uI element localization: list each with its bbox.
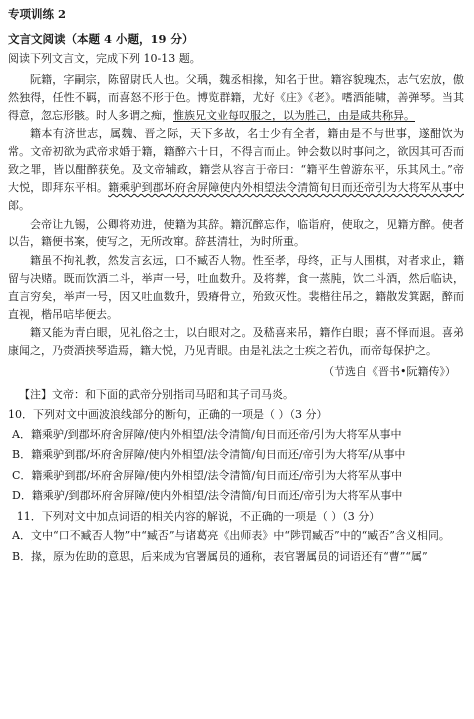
passage-paragraph-3 — [8, 216, 464, 252]
wavy-underlined-sentence: 籍乘驴到郡坏府舍屏障使内外相望法令清简旬日而还帝引为大将军从事中 — [108, 180, 464, 194]
option-c: C．籍乘驴到郡/坏府舍屏障/使内外相望/法令清简/旬日而还/帝引为大将军从事中 — [12, 468, 402, 482]
passage-paragraph-1 — [8, 71, 464, 124]
passage-paragraph-2 — [8, 125, 464, 214]
option-a: A．文中“口不臧否人物”中“臧否”与诸葛亮《出师表》中“陟罚臧否”中的“臧否”含义相同。 — [12, 529, 450, 542]
paragraph-text-tail: 郎。 — [8, 198, 30, 212]
reading-heading: 文言文阅读（本题 4 小题，19 分） — [8, 32, 194, 47]
option-a: A．籍乘驴/到郡坏府舍屏障/使内外相望/法令清简/旬日而还帝/引为大将军从事中 — [12, 427, 402, 441]
passage-paragraph-5 — [8, 324, 464, 360]
paragraph-text: 阮籍，字嗣宗，陈留尉氏人也。父瑀，魏丞相掾，知名于世。籍容貌瑰杰，志气宏放，傲然独得，任性不羁，而喜怒不形于色。博览群籍，尤好《庄》《老》。嗜酒能啸，善弹琴。当其得意，忽忘形骸。时人多谓之痴， — [8, 73, 464, 122]
question-10 — [8, 407, 464, 505]
option-b: B．掾，原为佐助的意思，后来成为官署属员的通称，表官署属员的词语还有“曹”“属” — [12, 549, 428, 563]
option-b: B．籍乘驴到郡/坏府舍屏障/使内外相望/法令清简/旬日而还/帝引为大将军/从事中 — [12, 448, 406, 461]
question-stem: 11．下列对文中加点词语的相关内容的解说，不正确的一项是（ ）（3 分） — [16, 509, 381, 523]
underlined-sentence: 惟族兄文业每叹服之，以为胜己，由是咸共称异。 — [173, 108, 415, 122]
section-title: 专项训练 2 — [8, 7, 67, 21]
passage-source: （节选自《晋书•阮籍传》） — [323, 365, 456, 378]
paragraph-text: 籍又能为青白眼，见礼俗之士，以白眼对之。及嵇喜来吊，籍作白眼；喜不怿而退。喜弟康闻之，乃赍酒挟琴造焉，籍大悦，乃见青眼。由是礼法之士疾之若仇，而帝每保护之。 — [8, 326, 464, 358]
paragraph-text: 会帝让九锡，公卿将劝进，使籍为其辞。籍沉醉忘作，临诣府，使取之，见籍方醉。使者以告，籍便书案，使写之，无所改窜。辞甚清壮，为时所重。 — [8, 217, 464, 249]
annotation-note: 【注】文帝：和下面的武帝分别指司马昭和其子司马炎。 — [19, 387, 294, 401]
paragraph-text: 籍本有济世志，属魏、晋之际，天下多故，名士少有全者，籍由是不与世事，遂酣饮为常。文帝初欲为武帝求婚于籍，籍醉六十日，不得言而止。钟会数以时事问之，欲因其可否而致之罪，皆以酣醉获免。及文帝辅政，籍尝从容言于帝曰：“籍平生曾游东平，乐其风土。”帝大悦，即拜东平相。 — [8, 127, 464, 194]
question-stem: 10．下列对文中画波浪线部分的断句，正确的一项是（ ）（3 分） — [8, 408, 328, 421]
passage-paragraph-4 — [8, 252, 464, 323]
paragraph-text: 籍虽不拘礼教，然发言玄远，口不臧否人物。性至孝，母终，正与人围棋，对者求止，籍留与决赌。既而饮酒二斗，举声一号，吐血数升。及将葬，食一蒸肫，饮二斗酒，然后临诀，直言穷矣，举声一号，因又吐血数升，毁瘠骨立，殆致灭性。裴楷往吊之，籍散发箕踞，醉而直视，楷吊唁毕便去。 — [8, 254, 464, 321]
question-11 — [8, 509, 464, 566]
passage — [8, 71, 464, 360]
option-d: D．籍乘驴/到郡坏府舍屏障/使内外相望/法令清简/旬日而还/帝引为大将军从事中 — [12, 489, 403, 502]
reading-instruction: 阅读下列文言文，完成下列 10-13 题。 — [8, 51, 201, 65]
